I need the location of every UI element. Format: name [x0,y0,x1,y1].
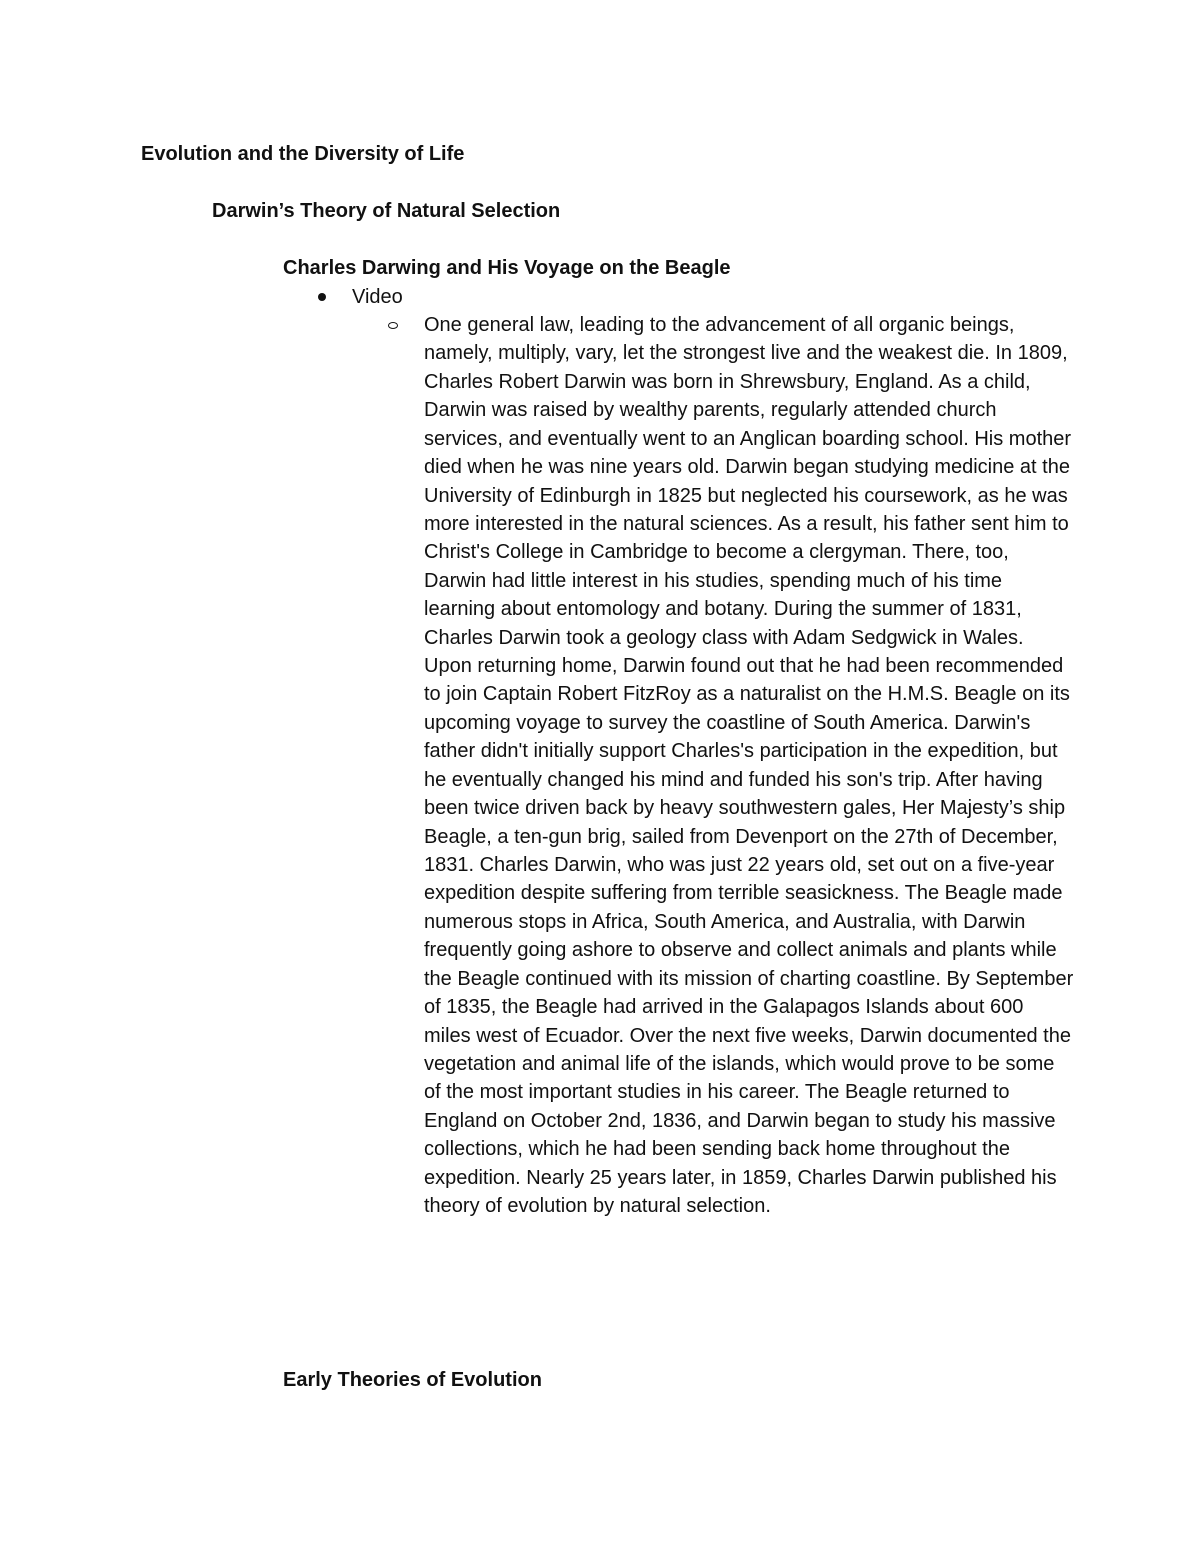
section-heading: Darwin’s Theory of Natural Selection [212,200,561,222]
list-item [318,283,403,311]
bullet-label: Video [352,286,403,308]
hollow-bullet-icon [388,322,398,329]
subsection-heading: Charles Darwing and His Voyage on the Beagle [283,257,731,279]
document-title: Evolution and the Diversity of Life [141,143,465,165]
next-section-heading: Early Theories of Evolution [283,1369,542,1391]
filled-bullet-icon [318,293,326,301]
body-paragraph: One general law, leading to the advancement of all organic beings, namely, multiply, vary, let the strongest live and the weakest die. In 1809, Charles Robert Darwin was born in Shrewsbury, England. As a child, Darwin was raised by wealthy parents, regularly attended church services, and eventually went to an Anglican boarding school. His mother died when he was nine years old. Darwin began studying medicine at the University of Edinburgh in 1825 but neglected his coursework, as he was more interested in the natural sciences. As a result, his father sent him to Christ's College in Cambridge to become a clergyman. There, too, Darwin had little interest in his studies, spending much of his time learning about entomology and botany. During the summer of 1831, Charles Darwin took a geology class with Adam Sedgwick in Wales. Upon returning home, Darwin found out that he had been recommended to join Captain Robert FitzRoy as a naturalist on the H.M.S. Beagle on its upcoming voyage to survey the coastline of South America. Darwin's father didn't initially support Charles's participation in the expedition, but he eventually changed his mind and funded his son's trip. After having been twice driven back by heavy southwestern gales, Her Majesty’s ship Beagle, a ten-gun brig, sailed from Devenport on the 27th of December, 1831. Charles Darwin, who was just 22 years old, set out on a five-year expedition despite suffering from terrible seasickness. The Beagle made numerous stops in Africa, South America, and Australia, with Darwin frequently going ashore to observe and collect animals and plants while the Beagle continued with its mission of charting coastline. By September of 1835, the Beagle had arrived in the Galapagos Islands about 600 miles west of Ecuador. Over the next five weeks, Darwin documented the vegetation and animal life of the islands, which would prove to be some of the most important studies in his career. The Beagle returned to England on October 2nd, 1836, and Darwin began to study his massive collections, which he had been sending back home throughout the expedition. Nearly 25 years later, in 1859, Charles Darwin published his theory of evolution by natural selection. [424,314,1074,1218]
